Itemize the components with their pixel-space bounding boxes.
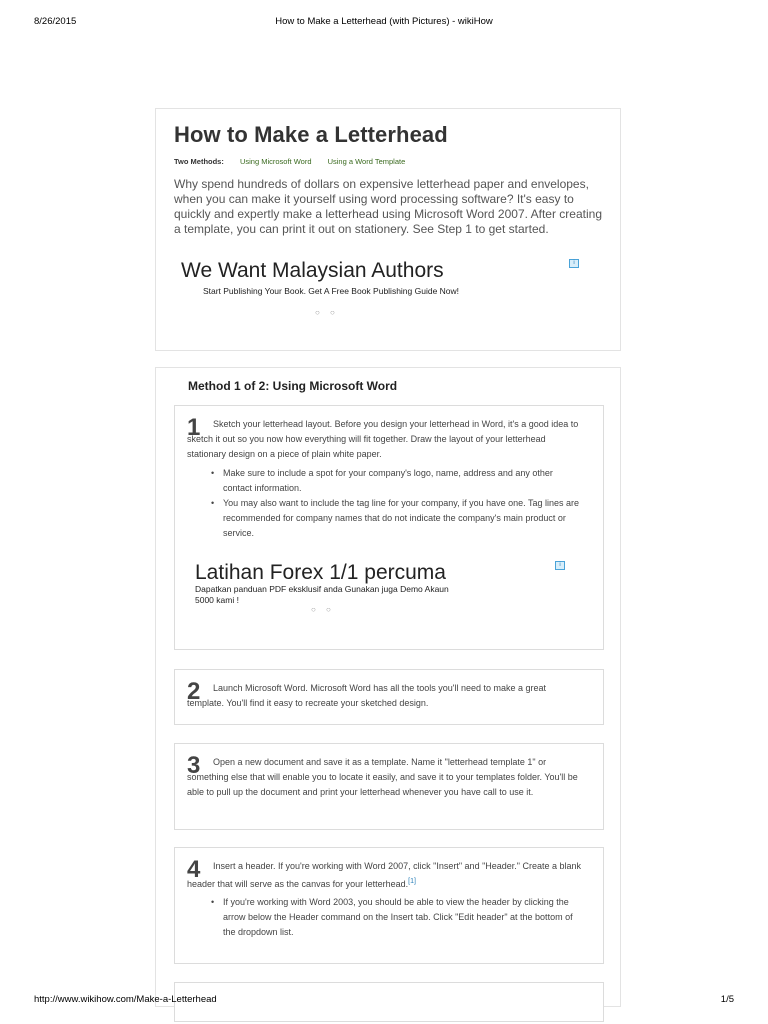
method-1-card [155,367,621,1007]
methods-label: Two Methods: [174,157,224,166]
step-5-partial [174,982,604,1022]
step-bullet: • You may also want to include the tag line for your company, if you have one. Tag lines are recommended for company names that do not indicate the company's main product or service. [211,496,581,541]
ad-carousel-dots[interactable]: ○ ○ [311,605,335,614]
step-bullet: • If you're working with Word 2003, you should be able to view the header by clicking the arrow below the Header command on the Insert tab. Click "Edit header" at the bottom of the dropdown list. [211,895,581,940]
article-intro-card [155,108,621,351]
print-page-number: 1/5 [720,994,734,1005]
step-text: Open a new document and save it as a template. Name it "letterhead template 1" or something else that will enable you to locate it easily, and save it to your templates folder. You'll be able to pull up the document and print your letterhead whenever you have call to use it. [187,757,578,797]
step-number: 2 [187,678,201,705]
step-bullet: • Make sure to include a spot for your company's logo, name, address and any other contact information. [211,466,581,496]
step-text: Sketch your letterhead layout. Before you design your letterhead in Word, it's a good idea to sketch it out so you now how everything will fit together. Draw the layout of your letterhead stationary design on a piece of plain white paper. [187,419,579,459]
print-url: http://www.wikihow.com/Make-a-Letterhead [34,994,217,1005]
step-text [187,859,583,892]
step-number: 3 [187,752,201,779]
reference-link[interactable]: [1] [408,878,416,885]
step-text-body: Insert a header. If you're working with Word 2007, click "Insert" and "Header." Create a blank header that will serve as the canvas for your letterhead. [187,861,582,889]
step-3 [174,743,604,830]
step-2 [174,669,604,725]
step-number: 1 [187,414,201,441]
ad-subtitle[interactable]: Start Publishing Your Book. Get A Free Book Publishing Guide Now! [202,286,460,296]
print-date: 8/26/2015 [34,16,77,27]
ad-title[interactable]: Latihan Forex 1/1 percuma [195,561,446,584]
article-title: How to Make a Letterhead [174,122,448,147]
step-bullets [211,895,581,940]
method-link-using-word-template[interactable]: Using a Word Template [327,157,406,166]
ad-subtitle[interactable]: Dapatkan panduan PDF eksklusif anda Gunakan juga Demo Akaun 5000 kami ! [195,584,449,605]
ad-info-icon[interactable]: i [555,561,565,570]
method-link-using-microsoft-word[interactable]: Using Microsoft Word [239,157,312,166]
step-4 [174,847,604,964]
ad-info-icon[interactable]: i [569,259,579,268]
ad-carousel-dots[interactable]: ○ ○ [315,308,339,317]
step-text: Launch Microsoft Word. Microsoft Word has all the tools you'll need to make a great template. You'll find it easy to recreate your sketched design. [187,683,547,708]
step-1 [174,405,604,650]
article-intro: Why spend hundreds of dollars on expensive letterhead paper and envelopes, when you can make it yourself using word processing software? It's easy to quickly and expertly make a letterhead using Microsoft Word 2007. After creating a template, you can print it out on stationery. See Step 1 to get started. [174,177,602,236]
print-page-title: How to Make a Letterhead (with Pictures) - wikiHow [275,16,493,27]
method-title: Method 1 of 2: Using Microsoft Word [188,379,398,393]
step-bullets [211,466,581,541]
ad-title[interactable]: We Want Malaysian Authors [181,259,444,282]
method-nav [174,157,419,166]
step-number: 4 [187,856,201,883]
